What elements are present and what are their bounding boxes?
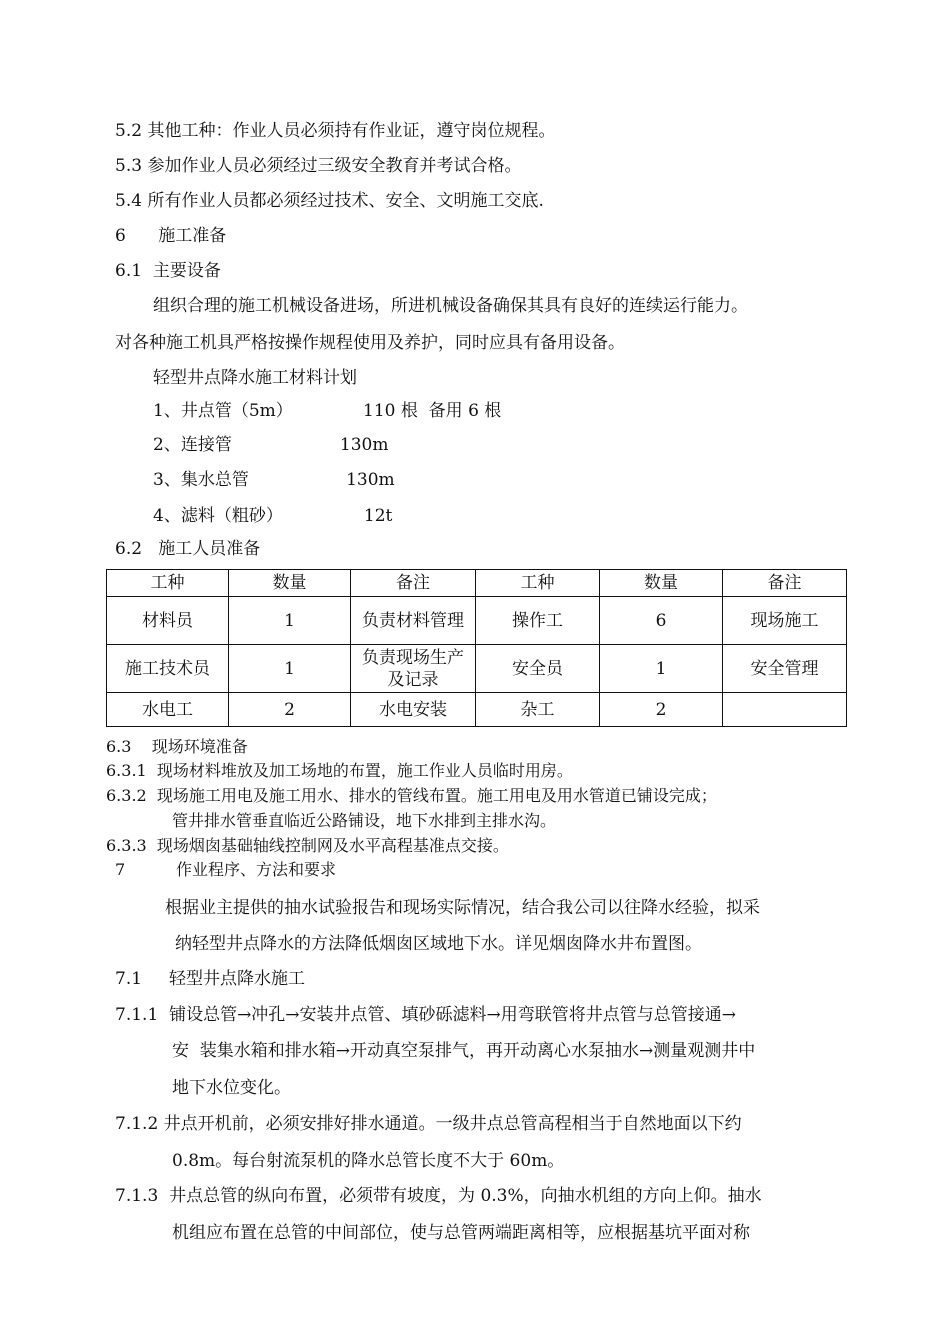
paragraph-7-line-2: 纳轻型井点降水的方法降低烟囱区域地下水。详见烟囱降水井布置图。 [175, 934, 702, 954]
table-cell: 施工技术员 [107, 645, 229, 693]
material-item-4: 4、滤料（粗砂） 12t [153, 506, 393, 526]
table-cell: 负责材料管理 [351, 597, 476, 645]
paragraph-6-1-line-2: 对各种施工机具严格按操作规程使用及养护，同时应具有备用设备。 [115, 333, 625, 353]
clause-7-1-1-line-2: 安 装集水箱和排水箱→开动真空泵排气，再开动离心水泵抽水→测量观测井中 [172, 1041, 756, 1061]
table-row [107, 693, 847, 727]
table-row [107, 645, 847, 693]
table-cell: 2 [229, 693, 351, 727]
table-header-cell: 备注 [723, 570, 847, 597]
table-cell: 水电安装 [351, 693, 476, 727]
paragraph-7-line-1: 根据业主提供的抽水试验报告和现场实际情况，结合我公司以往降水经验，拟采 [165, 898, 760, 918]
section-6-2-heading: 6.2 施工人员准备 [115, 539, 261, 559]
table-header-row [107, 570, 847, 597]
clause-7-1-1-line-3: 地下水位变化。 [172, 1078, 291, 1098]
table-cell: 水电工 [107, 693, 229, 727]
clause-6-3-1: 6.3.1 现场材料堆放及加工场地的布置，施工作业人员临时用房。 [106, 761, 573, 780]
table-row [107, 597, 847, 645]
clause-7-1-3-line-1: 7.1.3 井点总管的纵向布置，必须带有坡度，为 0.3%，向抽水机组的方向上仰。抽水 [115, 1186, 762, 1206]
table-header-cell: 数量 [229, 570, 351, 597]
section-7-heading: 7 作业程序、方法和要求 [115, 860, 337, 879]
table-cell: 1 [600, 645, 723, 693]
table-header-cell: 备注 [351, 570, 476, 597]
table-cell [723, 693, 847, 727]
material-item-2: 2、连接管 130m [153, 435, 389, 455]
table-header-cell: 数量 [600, 570, 723, 597]
table-cell: 材料员 [107, 597, 229, 645]
table-cell: 现场施工 [723, 597, 847, 645]
staff-table [106, 569, 847, 727]
table-cell: 安全员 [476, 645, 600, 693]
clause-6-3-2-line-2: 管井排水管垂直临近公路铺设，地下水排到主排水沟。 [172, 811, 557, 830]
table-cell: 安全管理 [723, 645, 847, 693]
section-6-3-heading: 6.3 现场环境准备 [106, 737, 248, 756]
table-cell: 1 [229, 645, 351, 693]
material-plan-title: 轻型井点降水施工材料计划 [153, 368, 357, 388]
clause-6-3-2-line-1: 6.3.2 现场施工用电及施工用水、排水的管线布置。施工用电及用水管道已铺设完成； [106, 786, 717, 805]
section-7-1-heading: 7.1 轻型井点降水施工 [115, 969, 306, 989]
table-cell: 负责现场生产及记录 [351, 645, 476, 693]
clause-7-1-3-line-2: 机组应布置在总管的中间部位，使与总管两端距离相等，应根据基坑平面对称 [172, 1223, 750, 1243]
clause-7-1-2-line-1: 7.1.2 井点开机前，必须安排好排水通道。一级井点总管高程相当于自然地面以下约 [115, 1114, 742, 1134]
clause-5-4: 5.4 所有作业人员都必须经过技术、安全、文明施工交底. [115, 191, 544, 211]
paragraph-6-1-line-1: 组织合理的施工机械设备进场，所进机械设备确保其具有良好的连续运行能力。 [153, 296, 748, 316]
clause-6-3-3: 6.3.3 现场烟囱基础轴线控制网及水平高程基准点交接。 [106, 836, 509, 855]
clause-7-1-1-line-1: 7.1.1 铺设总管→冲孔→安装井点管、填砂砾滤料→用弯联管将井点管与总管接通→ [115, 1005, 737, 1025]
material-item-3: 3、集水总管 130m [153, 470, 395, 490]
section-6-1-heading: 6.1 主要设备 [115, 261, 221, 281]
clause-5-2: 5.2 其他工种：作业人员必须持有作业证，遵守岗位规程。 [115, 121, 556, 141]
table-cell: 杂工 [476, 693, 600, 727]
clause-5-3: 5.3 参加作业人员必须经过三级安全教育并考试合格。 [115, 156, 522, 176]
material-item-1: 1、井点管（5m） 110 根 备用 6 根 [153, 401, 502, 421]
table-cell: 1 [229, 597, 351, 645]
table-cell: 6 [600, 597, 723, 645]
table-header-cell: 工种 [476, 570, 600, 597]
table-cell: 操作工 [476, 597, 600, 645]
section-6-heading: 6 施工准备 [115, 226, 227, 246]
clause-7-1-2-line-2: 0.8m。每台射流泵机的降水总管长度不大于 60m。 [172, 1151, 565, 1171]
table-cell: 2 [600, 693, 723, 727]
table-header-cell: 工种 [107, 570, 229, 597]
